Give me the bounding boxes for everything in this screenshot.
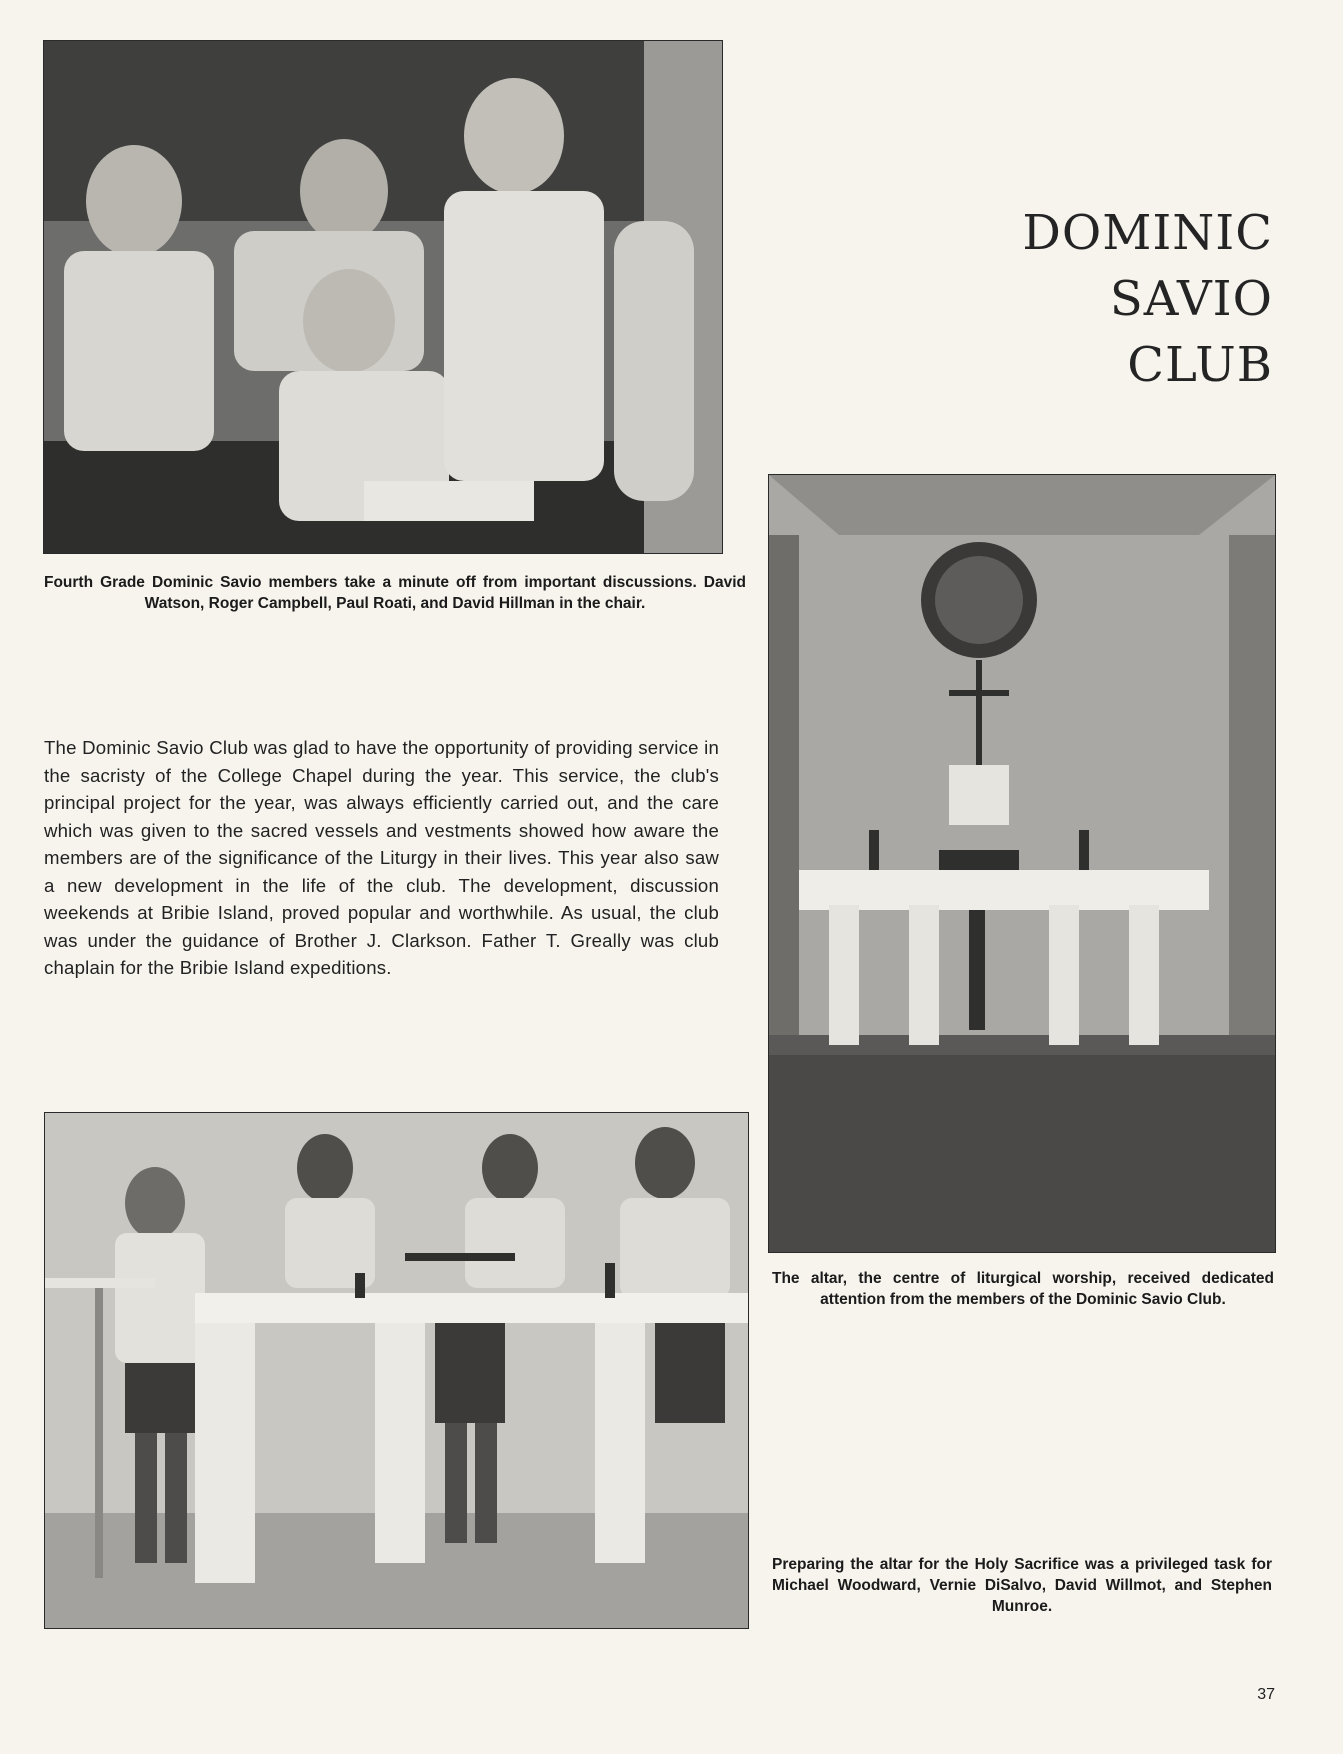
- photo-club-members: [43, 40, 723, 554]
- photo-preparing-altar-image: [45, 1113, 748, 1628]
- photo-club-members-image: [44, 41, 722, 553]
- title-line-3: CLUB: [1127, 337, 1273, 393]
- caption-preparing-altar: Preparing the altar for the Holy Sacrifice was a privileged task for Michael Woodward, Vernie DiSalvo, David Willmot, and Stephen Munroe.: [772, 1556, 1272, 1615]
- page-title: [1022, 200, 1273, 398]
- title-line-2: SAVIO: [1109, 271, 1273, 327]
- article-body: The Dominic Savio Club was glad to have the opportunity of providing service in the sacristy of the College Chapel during the year. This service, the club's principal project for the year, was always efficiently carried out, and the care which was given to the sacred vessels and vestments showed how aware the members are of the significance of the Liturgy in their lives. This year also saw a new development in the life of the club. The development, discussion weekends at Bribie Island, proved popular and worthwhile. As usual, the club was under the guidance of Brother J. Clarkson. Father T. Greally was club chaplain for the Bribie Island expeditions.: [44, 737, 719, 978]
- photo-chapel-altar-image: [769, 475, 1275, 1252]
- caption-club-members: Fourth Grade Dominic Savio members take a minute off from important discussions. David Watson, Roger Campbell, Paul Roati, and David Hillman in the chair.: [44, 574, 746, 612]
- photo-chapel-altar: [768, 474, 1276, 1253]
- photo-preparing-altar: [44, 1112, 749, 1629]
- title-line-1: DOMINIC: [1022, 205, 1273, 261]
- caption-chapel-altar: The altar, the centre of liturgical worship, received dedicated attention from the members of the Dominic Savio Club.: [772, 1270, 1274, 1308]
- page-number: 37: [1257, 1686, 1275, 1703]
